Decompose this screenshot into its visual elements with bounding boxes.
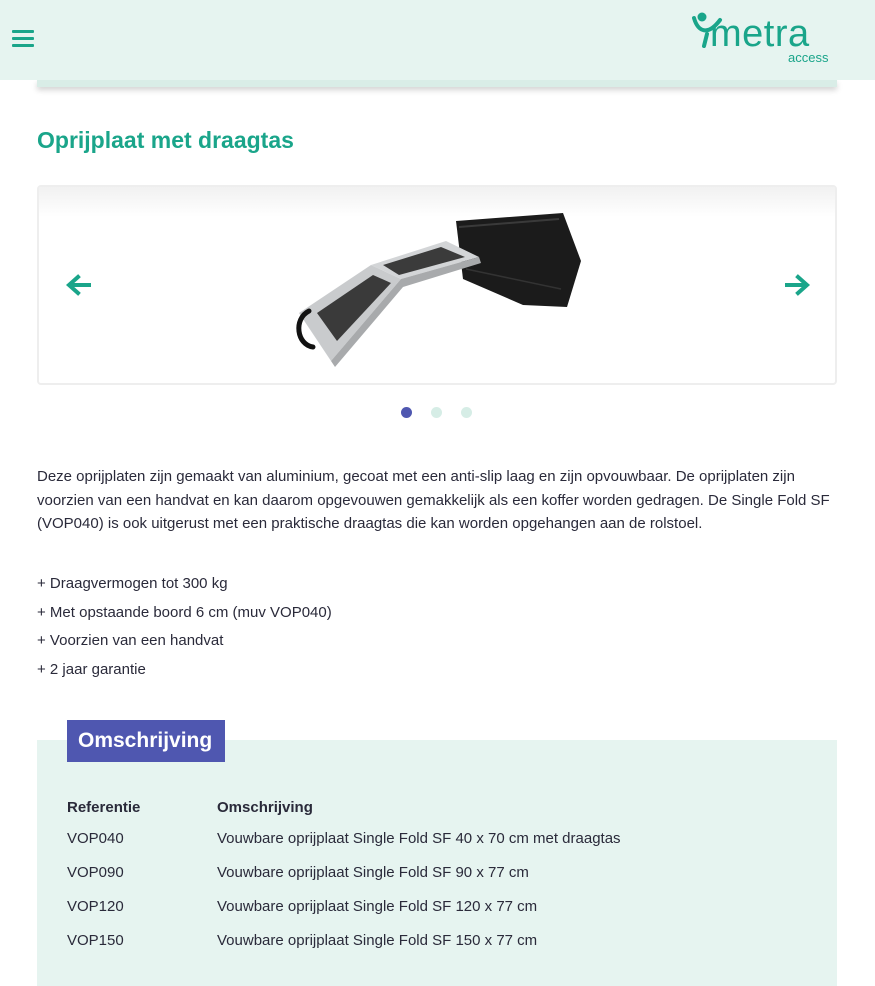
cell-reference: VOP120 [67,897,124,915]
header-description: Omschrijving [217,798,313,816]
table-header-row [67,793,621,821]
carousel-dot-3[interactable] [461,407,472,418]
header-strip [37,80,837,87]
cell-description: Vouwbare oprijplaat Single Fold SF 150 x 77 cm [217,931,538,949]
cell-description: Vouwbare oprijplaat Single Fold SF 40 x 70 cm met draagtas [217,829,621,847]
feature-item: + 2 jaar garantie [37,661,146,679]
carousel-dot-2[interactable] [431,407,442,418]
arrow-right-icon[interactable] [785,273,811,297]
spec-table [67,793,621,957]
logo-wordmark: metra [710,13,810,55]
table-row [67,821,621,855]
logo-subtitle: access [788,50,829,65]
table-row [67,889,621,923]
carousel-dot-1[interactable] [401,407,412,418]
cell-reference: VOP040 [67,829,124,847]
table-row [67,855,621,889]
feature-item: + Draagvermogen tot 300 kg [37,575,228,592]
top-bar [0,0,875,80]
product-image [291,209,591,369]
product-description: Deze oprijplaten zijn gemaakt van aluminium, gecoat met een anti-slip laag en zijn opvouwbaar. De oprijplaten zijn voorzien van een handvat en kan daarom opgevouwen gemakkelijk als een koffer worden gedragen. De Single Fold SF (VOP040) is ook uitgerust met een praktische draagtas die kan worden opgehangen aan de rolstoel. [37,468,830,532]
header-reference: Referentie [67,798,141,816]
cell-description: Vouwbare oprijplaat Single Fold SF 90 x 77 cm [217,863,529,881]
table-row [67,923,621,957]
feature-item: + Voorzien van een handvat [37,632,224,650]
arrow-left-icon[interactable] [65,273,91,297]
metra-access-logo[interactable] [690,10,840,68]
tab-omschrijving[interactable]: Omschrijving [67,720,225,762]
hamburger-menu-icon[interactable] [12,30,34,50]
image-carousel [37,185,837,385]
page-title: Oprijplaat met draagtas [37,127,294,153]
cell-reference: VOP090 [67,863,124,881]
feature-list [37,570,837,685]
cell-description: Vouwbare oprijplaat Single Fold SF 120 x 77 cm [217,897,538,915]
feature-item: + Met opstaande boord 6 cm (muv VOP040) [37,603,332,621]
cell-reference: VOP150 [67,931,124,949]
